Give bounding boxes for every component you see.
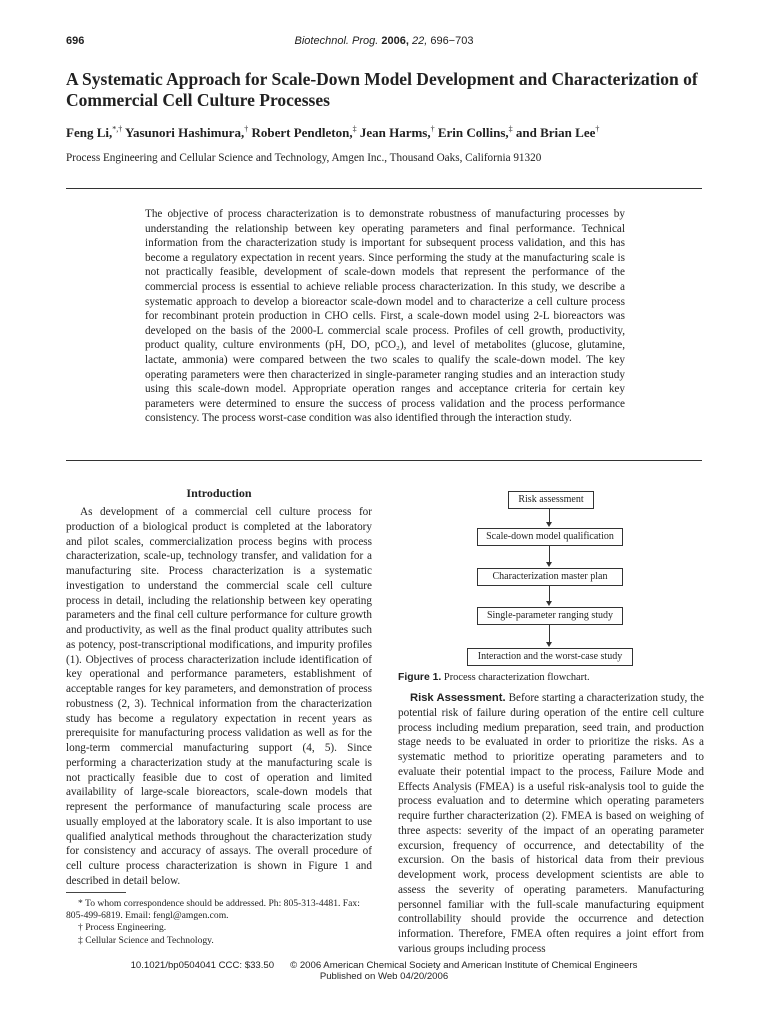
- figure-label: Figure 1.: [398, 672, 442, 683]
- flowchart-arrowhead: [546, 522, 552, 527]
- flowchart-connector: [549, 625, 550, 643]
- footer-line: [0, 960, 768, 971]
- section-heading-introduction: Introduction: [186, 486, 252, 500]
- copyright: © 2006 American Chemical Society and American Institute of Chemical Engineers: [290, 960, 638, 971]
- page-number: 696: [66, 35, 85, 47]
- affiliation: Process Engineering and Cellular Science and Technology, Amgen Inc., Thousand Oaks, California 91320: [66, 152, 542, 164]
- flowchart-arrowhead: [546, 562, 552, 567]
- journal-citation: [0, 35, 768, 47]
- published-date: Published on Web 04/20/2006: [319, 971, 449, 982]
- risk-assessment-text: Before starting a characterization study, the potential risk of failure during operation of the entire cell culture process including medium preparation, seed train, and production stage needs to be evaluated in order to prioritize the risks. As a systematic method to prioritize operating parameters and to evaluate their potential impact to the process, Failure Mode and Effects Analysis (FMEA) is a useful risk-analysis tool to guide the process evaluation and to determine which operating parameters require further characterization (2). FMEA is based on weighing of three aspects: severity of the impact of an operating parameter excursion, frequency of occurrence, and detectability of the excursion. On the basis of historical data from their previous development work, process development scientists are able to assess the severity of operating parameters. Manufacturing personnel familiar with the full-scale manufacturing equipment controllability should provide the occurrence and detection information. Therefore, FMEA often requires a joint effort from various groups including process: [398, 692, 704, 955]
- journal-year: 2006,: [381, 35, 409, 47]
- journal-name: Biotechnol. Prog.: [294, 35, 379, 47]
- flowchart-step: Interaction and the worst-case study: [467, 648, 633, 666]
- journal-volume: 22,: [411, 35, 428, 47]
- author: and Brian Lee†: [515, 125, 600, 141]
- section-heading-risk-assessment: Risk Assessment.: [410, 692, 506, 704]
- figure-caption-text: Process characterization flowchart.: [443, 672, 590, 683]
- author: Feng Li,*,†: [66, 125, 123, 141]
- author: Jean Harms,†: [359, 125, 435, 141]
- flowchart-step: Risk assessment: [508, 491, 594, 509]
- divider-top: [66, 188, 702, 189]
- footnote-divider: [66, 892, 126, 893]
- divider-bottom: [66, 460, 702, 461]
- flowchart-step: Single-parameter ranging study: [477, 607, 623, 625]
- footnote-double-dagger: ‡ Cellular Science and Technology.: [78, 934, 214, 946]
- journal-pages: 696−703: [430, 35, 474, 47]
- article-title: A Systematic Approach for Scale-Down Model Development and Characterization of Commercial Cell Culture Processes: [66, 69, 698, 110]
- flowchart-connector: [549, 509, 550, 523]
- footnote-correspondence: * To whom correspondence should be addressed. Ph: 805-313-4481. Fax: 805-499-6819. Email: fengl@amgen.com.: [66, 898, 360, 922]
- footnotes: [66, 898, 372, 947]
- footnote-dagger: † Process Engineering.: [78, 922, 167, 934]
- figure-caption: [398, 672, 590, 683]
- doi-price: 10.1021/bp0504041 CCC: $33.50: [130, 960, 275, 971]
- flowchart-arrowhead: [546, 642, 552, 647]
- flowchart-arrowhead: [546, 601, 552, 606]
- flowchart-connector: [549, 586, 550, 602]
- author: Erin Collins,‡: [437, 125, 513, 141]
- abstract: The objective of process characterization is to demonstrate robustness of manufacturing processes by understanding the relationship between key operating parameters and final performance. Technical information from the characterization study is important for subsequent process validation, and this has become a regulatory expectation in recent years. Since performing the study at the manufacturing scale is not practically feasible, development of scale-down models that represent the performance of the commercial process is essential to achieve reliable process characterization. In this study, we describe a systematic approach to develop a bioreactor scale-down model and to characterize a cell culture process for recombinant protein production in CHO cells. First, a scale-down model using 2-L bioreactors was developed on the basis of the 2000-L commercial scale process. Profiles of cell growth, productivity, product quality, culture environments (pH, DO, pCO₂), and level of metabolites (glucose, glutamine, lactate, ammonia) were compared between the two scales to qualify the scale-down model. The key operating parameters were then characterized in single-parameter ranging studies and an interaction study using this scale-down model. Appropriate operation ranges and acceptance criteria for certain key parameters were determined to ensure the success of process validation and the process performance consistency. The process worst-case condition was also identified through the interaction study.: [145, 208, 625, 425]
- flowchart-connector: [549, 546, 550, 563]
- author-list: [66, 125, 599, 141]
- introduction-body: As development of a commercial cell culture process for production of a biological product is completed at the laboratory and pilot scales, commercialization process begins with process characterization, scale-up, technology transfer, and validation for a manufacturing site. Process characterization is a systematic investigation to understand the commercial scale cell culture process in detail, including the relationship between key operating parameters and the final cell culture performance for culture growth and productivity, as well as the final product quality attributes such as potency, post-transcriptional modifications, and impurity profiles (1). Objectives of process characterization include identification of key operational and performance parameters, establishment of acceptable ranges for key parameters, and demonstration of process robustness (2, 3). Technical information from the characterization study has become a regulatory expectation in recent years as prerequisite for manufacturing process validation as well as for the long-term commercial manufacturing support (4, 5). Since performing a characterization study at the manufacturing scale is not practically feasible due to cost of operation and limited availability of large-scale bioreactors, scale-down models that represent the performance of manufacturing scale process are usually employed at the laboratory scale. It is also important to use qualified analytical methods throughout the characterization study for consistency and accuracy of assays. The overall procedure of cell culture process characterization is shown in Figure 1 and described in detail below.: [66, 506, 372, 887]
- author: Robert Pendleton,‡: [251, 125, 357, 141]
- flowchart-step: Scale-down model qualification: [477, 528, 623, 546]
- risk-assessment-body: [398, 691, 704, 957]
- flowchart-step: Characterization master plan: [477, 568, 623, 586]
- author: Yasunori Hashimura,†: [125, 125, 249, 141]
